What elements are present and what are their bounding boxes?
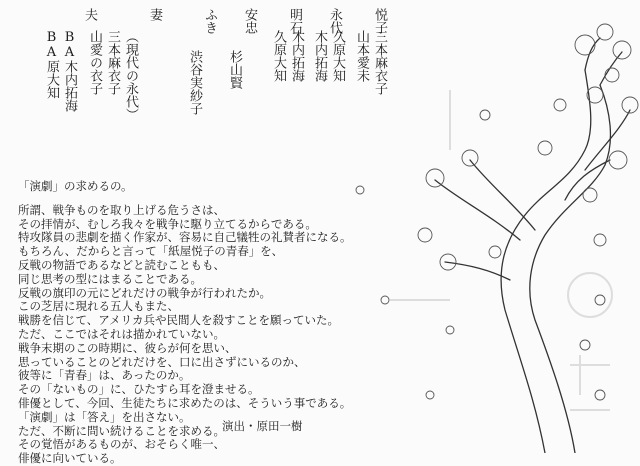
role-name: 夫 <box>82 8 97 21</box>
actor-name: 渋谷実紗子 <box>187 50 202 115</box>
essay-line: その覚悟があるものが、おそらく唯一、 <box>18 437 225 452</box>
essay-heading: 「演劇」の求めるの。 <box>18 179 133 193</box>
actor-name: 木内拓海 <box>312 30 327 82</box>
essay-line: その「ないもの」に、ひたすら耳を澄ませる。 <box>18 382 260 397</box>
actor-name: 山本愛未 <box>354 30 369 82</box>
essay-line: 反戦の旗印の元にどれだけの戦争が行われたか。 <box>18 285 271 300</box>
essay-line: 反戦の物語であるなどと読むこともも、 <box>18 257 225 272</box>
director-signature: 演出・原田一樹 <box>222 419 303 433</box>
essay-line: ただ、不断に問い続けることを求める。 <box>18 423 225 438</box>
actor-name: BA原大知 <box>44 30 59 99</box>
essay-line: 俳優として、今回、生徒たちに求めたのは、そういう事である。 <box>18 395 352 410</box>
actor-name: 三本麻衣子 <box>105 30 120 95</box>
actor-name: 久原大知 <box>271 30 286 82</box>
role-name: 安忠 <box>242 8 257 34</box>
essay-line: この芝居に現れる五人もまた、 <box>18 299 179 314</box>
essay-line: その拝情が、むしろ我々を戦争に駆り立てるからである。 <box>18 216 317 231</box>
actor-name: BA木内拓海 <box>62 30 77 112</box>
essay-line: 俳優に向いている。 <box>18 451 122 466</box>
role-name: ふき <box>202 8 217 34</box>
essay-line: もちろん、だからと言って「紙屋悦子の青春」を、 <box>18 244 284 259</box>
essay-line: 彼等に「青春」は、あったのか。 <box>18 368 191 383</box>
role-name: 永代 <box>327 8 342 34</box>
actor-name: 木内拓海 <box>289 30 304 82</box>
actor-name: 山愛の衣子 <box>87 30 102 95</box>
essay-line: 「演劇」は「答え」を出さない。 <box>18 409 191 424</box>
actor-name: 三本麻衣子 <box>372 30 387 95</box>
role-name: 悦子 <box>372 8 387 34</box>
essay-line: 戦争末期のこの時期に、彼らが何を思い、 <box>18 340 237 355</box>
essay-line: ただ、ここではそれは描かれていない。 <box>18 326 225 341</box>
actor-name: 杉山賢 <box>227 50 242 89</box>
essay-line: 同じ思考の型にはまることである。 <box>18 271 202 286</box>
cherry-blossom-illustration <box>330 0 640 453</box>
essay-line: 思っていることのどれだけを、口に出さずにいるのか、 <box>18 354 306 369</box>
essay-line: 特攻隊員の悲劇を描く作家が、容易に自己犠牲の礼賛者になる。 <box>18 230 352 245</box>
essay-line: 所謂、戦争ものを取り上げる危うさは、 <box>18 202 225 217</box>
role-name: 妻 <box>147 8 162 21</box>
actor-name: 久原大知 <box>330 30 345 82</box>
actor-name: （現代の永代） <box>123 30 138 121</box>
role-name: 明石 <box>287 8 302 34</box>
essay-line: 戦勝を信じて、アメリカ兵や民間人を殺すことを願っていた。 <box>18 313 339 328</box>
